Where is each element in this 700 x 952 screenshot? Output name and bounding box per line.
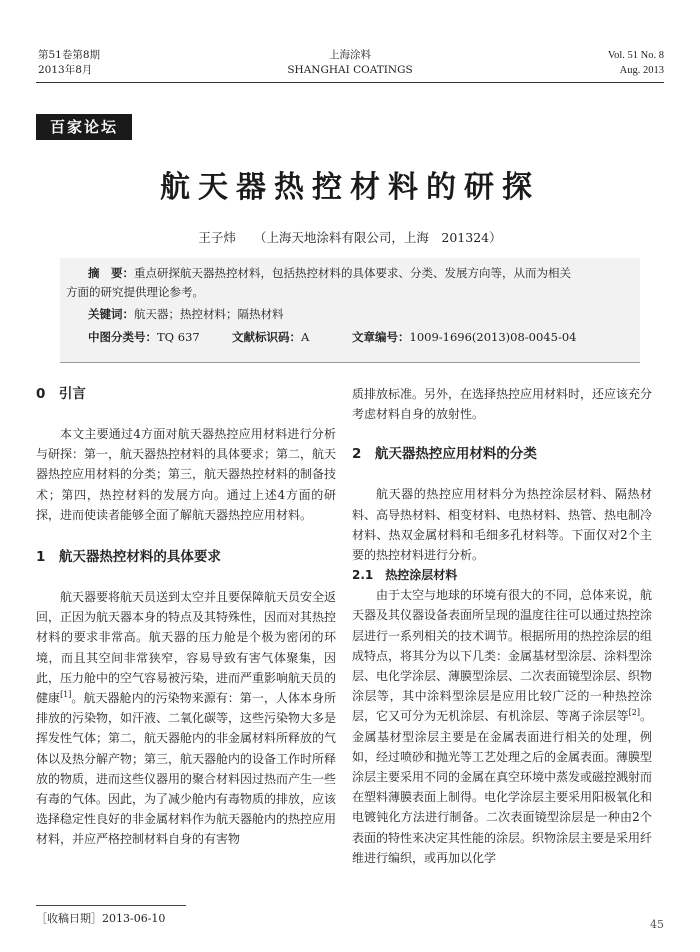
header-divider — [36, 82, 664, 83]
classification-line — [88, 329, 648, 345]
clc-value: TQ 637 — [157, 330, 200, 344]
section-2-1-text-a: 由于太空与地球的环境有很大的不同，总体来说，航天器及其仪器设备表面所呈现的温度往往可以通过热控涂层进行一系列相关的技术调节。根据所用的热控涂层的组成特点，将其分为以下几类：金属基材型涂层、涂料型涂层、电化学涂层、薄膜型涂层、二次表面镜型涂层、织物涂层等，其中涂料型涂层是应用比较广泛的一种热控涂层，它又可分为无机涂层、有机涂层、等离子涂层等 — [352, 588, 653, 724]
section-1-paragraph — [36, 587, 336, 850]
header-journal — [250, 48, 450, 78]
doc-code-value: A — [301, 330, 310, 344]
article-title: 航天器热控材料的研探 — [160, 170, 540, 205]
header-volume-en-text: Vol. 51 No. 8 — [607, 50, 664, 61]
header-volume-en — [608, 48, 664, 78]
clc-group — [88, 329, 232, 345]
journal-name-cn: 上海涂料 — [329, 49, 371, 61]
doc-code-label: 文献标识码： — [232, 330, 301, 344]
author-affiliation: （上海天地涂料有限公司，上海 201324） — [253, 230, 502, 245]
footnote-divider — [36, 905, 186, 906]
article-no-value: 1009-1696(2013)08-0045-04 — [409, 330, 577, 344]
section-1-heading: 1 航天器热控材料的具体要求 — [36, 549, 221, 566]
section-2-heading: 2 航天器热控应用材料的分类 — [352, 446, 537, 463]
section-1-continuation: 质排放标准。另外，在选择热控应用材料时，还应该充分考虑材料自身的放射性。 — [352, 387, 653, 422]
page-number: 45 — [650, 918, 664, 931]
section-2-1-text-b: 。金属基材型涂层主要是在金属表面进行相关的处理，例如，经过喷砂和抛光等工艺处理之后的金属表面。薄膜型涂层主要采用不同的金属在真空环境中蒸发或磁控溅射而在塑料薄膜表面上制得。电化学涂层主要采用阳极氧化和电镀钝化方法进行制备。二次表面镜型涂层是一种由2个表面的特性来决定其性能的涂层。织物涂层主要是采用纤维进行编织，或再加以化学 — [352, 709, 653, 865]
section-0-paragraph: 本文主要通过4方面对航天器热控应用材料进行分析与研探：第一，航天器热控材料的具体要求；第二，航天器热控应用材料的分类；第三，航天器热控材料的制备技术；第四，热控材料的发展方向。通过上述4方面的研探，进而使读者能够全面了解航天器热控应用材料。 — [36, 427, 337, 522]
abstract-line-2: 方面的研究提供理论参考。 — [66, 285, 204, 299]
section-2-paragraph: 航天器的热控应用材料分为热控涂层材料、隔热材料、高导热材料、相变材料、电热材料、热管、热电制冷材料、热双金属材料和毛细多孔材料等。下面仅对2个主要的热控材料进行分析。 — [352, 487, 653, 563]
section-2-1-paragraph — [352, 585, 652, 868]
abstract-text-1: 重点研探航天器热控材料，包括热控材料的具体要求、分类、发展方向等，从而为相关 — [134, 266, 571, 280]
section-0-heading: 0 引言 — [36, 386, 86, 402]
journal-name-en: SHANGHAI COATINGS — [287, 64, 413, 76]
abstract-label: 摘 要： — [88, 266, 134, 280]
section-1-text-b: 。航天器舱内的污染物来源有：第一，人体本身所排放的污染物，如汗液、二氧化碳等，这些污染物大多是挥发性气体；第二，航天器舱内的非金属材料所释放的气体以及热分解产物；第三，航天器舱内的设备工作时所释放的物质，进而这些仪器用的聚合材料因过热而产生一些有毒的气体。因此，为了减少舱内有毒物质的排放，应该选择稳定性良好的非金属材料作为航天器舱内的热控应用材料，并应严格控制材料自身的有害物 — [36, 691, 337, 847]
section-2-1-heading: 2.1 热控涂层材料 — [352, 568, 458, 583]
header-volume-date — [38, 48, 100, 78]
keywords-text: 航天器；热控材料；隔热材料 — [134, 307, 284, 321]
keywords-line — [88, 305, 284, 324]
citation-2: [2] — [628, 708, 640, 718]
section-1-text-a: 航天器要将航天员送到太空并且要保障航天员安全返回，正因为航天器本身的特点及其特殊性，因而对其热控材料的要求非常高。航天器的压力舱是个极为密闭的环境，而且其空间非常狭窄，容易导致有害气体聚集，因此，压力舱中的空气容易被污染，进而严重影响航天员的健康 — [36, 590, 337, 706]
abstract-line-1 — [88, 264, 648, 283]
right-column — [352, 384, 652, 868]
article-no-group — [352, 329, 576, 345]
header-date-en: Aug. 2013 — [619, 65, 664, 76]
keywords-label: 关键词： — [88, 307, 134, 321]
header-date-cn: 2013年8月 — [38, 64, 93, 76]
doc-code-group — [232, 329, 352, 345]
citation-1: [1] — [60, 690, 72, 700]
received-date-footnote: ［收稿日期］2013-06-10 — [36, 912, 166, 925]
clc-label: 中图分类号： — [88, 330, 157, 344]
article-no-label: 文章编号： — [352, 330, 410, 344]
column-tag: 百家论坛 — [36, 114, 132, 140]
left-column — [36, 384, 336, 850]
header-volume-cn: 第51卷第8期 — [38, 49, 101, 61]
author-name: 王子炜 — [198, 230, 236, 245]
author-line — [0, 228, 700, 246]
